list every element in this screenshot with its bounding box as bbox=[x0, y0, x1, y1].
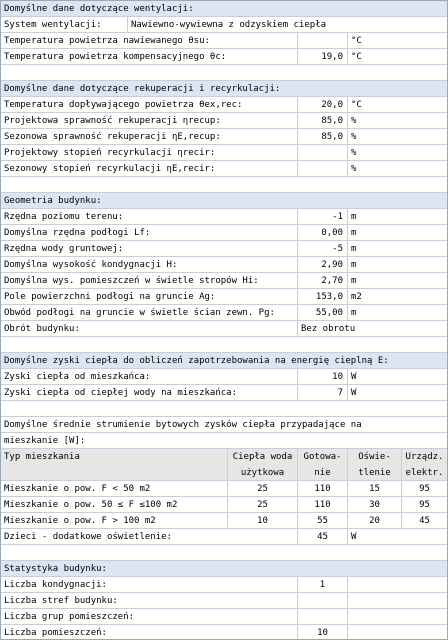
geometry-row bbox=[1, 305, 447, 321]
statistics-unit-empty bbox=[347, 593, 447, 609]
geometry-label: Domyślna rzędna podłogi Lf: bbox=[4, 228, 151, 238]
geometry-unit: m bbox=[347, 273, 447, 289]
geometry-unit: m bbox=[347, 209, 447, 225]
geometry-value: 55,00 bbox=[297, 305, 347, 321]
geometry-unit: m bbox=[347, 241, 447, 257]
compensation-air-temperature-row bbox=[1, 49, 447, 65]
appliances-value: 95 bbox=[401, 481, 447, 497]
geometry-label: Pole powierzchni podłogi na gruncie Ag: bbox=[4, 292, 216, 302]
heat-gain-unit: W bbox=[347, 369, 447, 385]
geometry-row bbox=[1, 209, 447, 225]
geometry-label: Domyślna wysokość kondygnacji H: bbox=[4, 260, 178, 270]
heat-gain-value: 10 bbox=[297, 369, 347, 385]
recuperation-unit: °C bbox=[347, 97, 447, 113]
apartment-gains-title-line1: Domyślne średnie strumienie bytowych zysków ciepła przypadające na bbox=[4, 420, 362, 430]
statistics-row bbox=[1, 625, 447, 639]
children-lighting-row bbox=[1, 529, 447, 545]
lighting-value: 20 bbox=[347, 513, 401, 529]
apartment-table-row bbox=[1, 481, 447, 497]
lighting-value: 30 bbox=[347, 497, 401, 513]
hot-water-value: 25 bbox=[227, 497, 297, 513]
apartment-gains-title-row bbox=[1, 433, 447, 449]
statistics-unit-empty bbox=[347, 609, 447, 625]
recuperation-label: Temperatura dopływającego powietrza θex,rec: bbox=[4, 100, 243, 110]
recuperation-unit: % bbox=[347, 145, 447, 161]
geometry-unit: m bbox=[347, 305, 447, 321]
geometry-row bbox=[1, 257, 447, 273]
recuperation-unit: % bbox=[347, 161, 447, 177]
cooking-value: 110 bbox=[297, 497, 347, 513]
ventilation-system-row bbox=[1, 17, 447, 33]
recuperation-row bbox=[1, 161, 447, 177]
recuperation-label: Sezonowa sprawność rekuperacji ηE,recup: bbox=[4, 132, 221, 142]
geometry-value: 0,00 bbox=[297, 225, 347, 241]
ventilation-system-label: System wentylacji: bbox=[4, 20, 102, 30]
geometry-value: 2,90 bbox=[297, 257, 347, 273]
geometry-row bbox=[1, 289, 447, 305]
compensation-air-temperature-unit: °C bbox=[347, 49, 447, 65]
statistics-value bbox=[297, 593, 347, 609]
apartment-type: Mieszkanie o pow. F > 100 m2 bbox=[4, 516, 156, 526]
statistics-row bbox=[1, 609, 447, 625]
supply-air-temperature-row bbox=[1, 33, 447, 49]
geometry-section-title: Geometria budynku: bbox=[4, 196, 102, 206]
statistics-row bbox=[1, 577, 447, 593]
recuperation-value bbox=[297, 145, 347, 161]
cooking-header: Gotowa-nie bbox=[297, 449, 347, 481]
geometry-value: 2,70 bbox=[297, 273, 347, 289]
heat-gain-unit: W bbox=[347, 385, 447, 401]
compensation-air-temperature-label: Temperatura powietrza kompensacyjnego θc: bbox=[4, 52, 227, 62]
statistics-label: Liczba kondygnacji: bbox=[4, 580, 107, 590]
recuperation-section-header bbox=[1, 81, 447, 97]
ventilation-section-header bbox=[1, 1, 447, 17]
geometry-value: -1 bbox=[297, 209, 347, 225]
statistics-label: Liczba stref budynku: bbox=[4, 596, 118, 606]
cooking-value: 110 bbox=[297, 481, 347, 497]
apartment-gains-title-row bbox=[1, 417, 447, 433]
heat-gains-section-header bbox=[1, 353, 447, 369]
children-lighting-value: 45 bbox=[297, 529, 347, 545]
geometry-unit: m2 bbox=[347, 289, 447, 305]
spacer-row bbox=[1, 545, 447, 561]
ventilation-system-value: Nawiewno-wywiewna z odzyskiem ciepła bbox=[127, 17, 447, 33]
recuperation-row bbox=[1, 145, 447, 161]
supply-air-temperature-label: Temperatura powietrza nawiewanego θsu: bbox=[4, 36, 210, 46]
recuperation-row bbox=[1, 129, 447, 145]
heat-gain-label: Zyski ciepła od ciepłej wody na mieszkańca: bbox=[4, 388, 237, 398]
heat-gain-label: Zyski ciepła od mieszkańca: bbox=[4, 372, 151, 382]
apartment-type-header: Typ mieszkania bbox=[4, 452, 80, 462]
geometry-row bbox=[1, 241, 447, 257]
appliances-value: 95 bbox=[401, 497, 447, 513]
geometry-unit: m bbox=[347, 225, 447, 241]
statistics-unit-empty bbox=[347, 625, 447, 639]
recuperation-label: Projektowa sprawność rekuperacji ηrecup: bbox=[4, 116, 221, 126]
geometry-label: Rzędna wody gruntowej: bbox=[4, 244, 124, 254]
geometry-label: Obrót budynku: bbox=[4, 324, 80, 334]
spacer-row bbox=[1, 337, 447, 353]
statistics-section-header bbox=[1, 561, 447, 577]
apartment-type: Mieszkanie o pow. 50 ≤ F ≤100 m2 bbox=[4, 500, 178, 510]
hot-water-value: 25 bbox=[227, 481, 297, 497]
geometry-value: Bez obrotu bbox=[297, 321, 447, 337]
statistics-row bbox=[1, 593, 447, 609]
recuperation-section-title: Domyślne dane dotyczące rekuperacji i recyrkulacji: bbox=[4, 84, 281, 94]
apartment-gains-title-line2: mieszkanie [W]: bbox=[4, 436, 86, 446]
geometry-label: Obwód podłogi na gruncie w świetle ścian zewn. Pg: bbox=[4, 308, 275, 318]
apartment-type: Mieszkanie o pow. F < 50 m2 bbox=[4, 484, 151, 494]
children-lighting-label: Dzieci - dodatkowe oświetlenie: bbox=[4, 532, 172, 542]
apartment-table-header bbox=[1, 449, 447, 481]
spacer-row bbox=[1, 177, 447, 193]
statistics-value: 10 bbox=[297, 625, 347, 639]
compensation-air-temperature-value: 19,0 bbox=[297, 49, 347, 65]
geometry-label: Rzędna poziomu terenu: bbox=[4, 212, 124, 222]
apartment-table-row bbox=[1, 513, 447, 529]
recuperation-value: 85,0 bbox=[297, 113, 347, 129]
spacer-row bbox=[1, 401, 447, 417]
apartment-table-row bbox=[1, 497, 447, 513]
statistics-value: 1 bbox=[297, 577, 347, 593]
geometry-section-header bbox=[1, 193, 447, 209]
geometry-row bbox=[1, 225, 447, 241]
geometry-value: 153,0 bbox=[297, 289, 347, 305]
heat-gains-section-title: Domyślne zyski ciepła do obliczeń zapotrzebowania na energię cieplną E: bbox=[4, 356, 389, 366]
geometry-value: -5 bbox=[297, 241, 347, 257]
supply-air-temperature-unit: °C bbox=[347, 33, 447, 49]
recuperation-unit: % bbox=[347, 129, 447, 145]
geometry-row bbox=[1, 321, 447, 337]
cooking-value: 55 bbox=[297, 513, 347, 529]
lighting-header: Oświe-tlenie bbox=[347, 449, 401, 481]
statistics-section-title: Statystyka budynku: bbox=[4, 564, 107, 574]
lighting-value: 15 bbox=[347, 481, 401, 497]
recuperation-label: Sezonowy stopień recyrkulacji ηE,recir: bbox=[4, 164, 216, 174]
heat-gain-value: 7 bbox=[297, 385, 347, 401]
recuperation-row bbox=[1, 97, 447, 113]
geometry-unit: m bbox=[347, 257, 447, 273]
hot-water-header: Ciepła woda użytkowa bbox=[227, 449, 297, 481]
children-lighting-unit: W bbox=[347, 529, 447, 545]
statistics-label: Liczba grup pomieszczeń: bbox=[4, 612, 135, 622]
geometry-row bbox=[1, 273, 447, 289]
recuperation-value: 85,0 bbox=[297, 129, 347, 145]
hot-water-value: 10 bbox=[227, 513, 297, 529]
recuperation-value: 20,0 bbox=[297, 97, 347, 113]
supply-air-temperature-value bbox=[297, 33, 347, 49]
appliances-header: Urządz. elektr. bbox=[401, 449, 447, 481]
recuperation-row bbox=[1, 113, 447, 129]
statistics-value bbox=[297, 609, 347, 625]
ventilation-section-title: Domyślne dane dotyczące wentylacji: bbox=[4, 4, 194, 14]
statistics-unit-empty bbox=[347, 577, 447, 593]
appliances-value: 45 bbox=[401, 513, 447, 529]
recuperation-label: Projektowy stopień recyrkulacji ηrecir: bbox=[4, 148, 216, 158]
heat-gain-row bbox=[1, 369, 447, 385]
statistics-label: Liczba pomieszczeń: bbox=[4, 628, 107, 638]
spacer-row bbox=[1, 65, 447, 81]
recuperation-unit: % bbox=[347, 113, 447, 129]
heat-gain-row bbox=[1, 385, 447, 401]
geometry-label: Domyślna wys. pomieszczeń w świetle stropów Hi: bbox=[4, 276, 259, 286]
recuperation-value bbox=[297, 161, 347, 177]
